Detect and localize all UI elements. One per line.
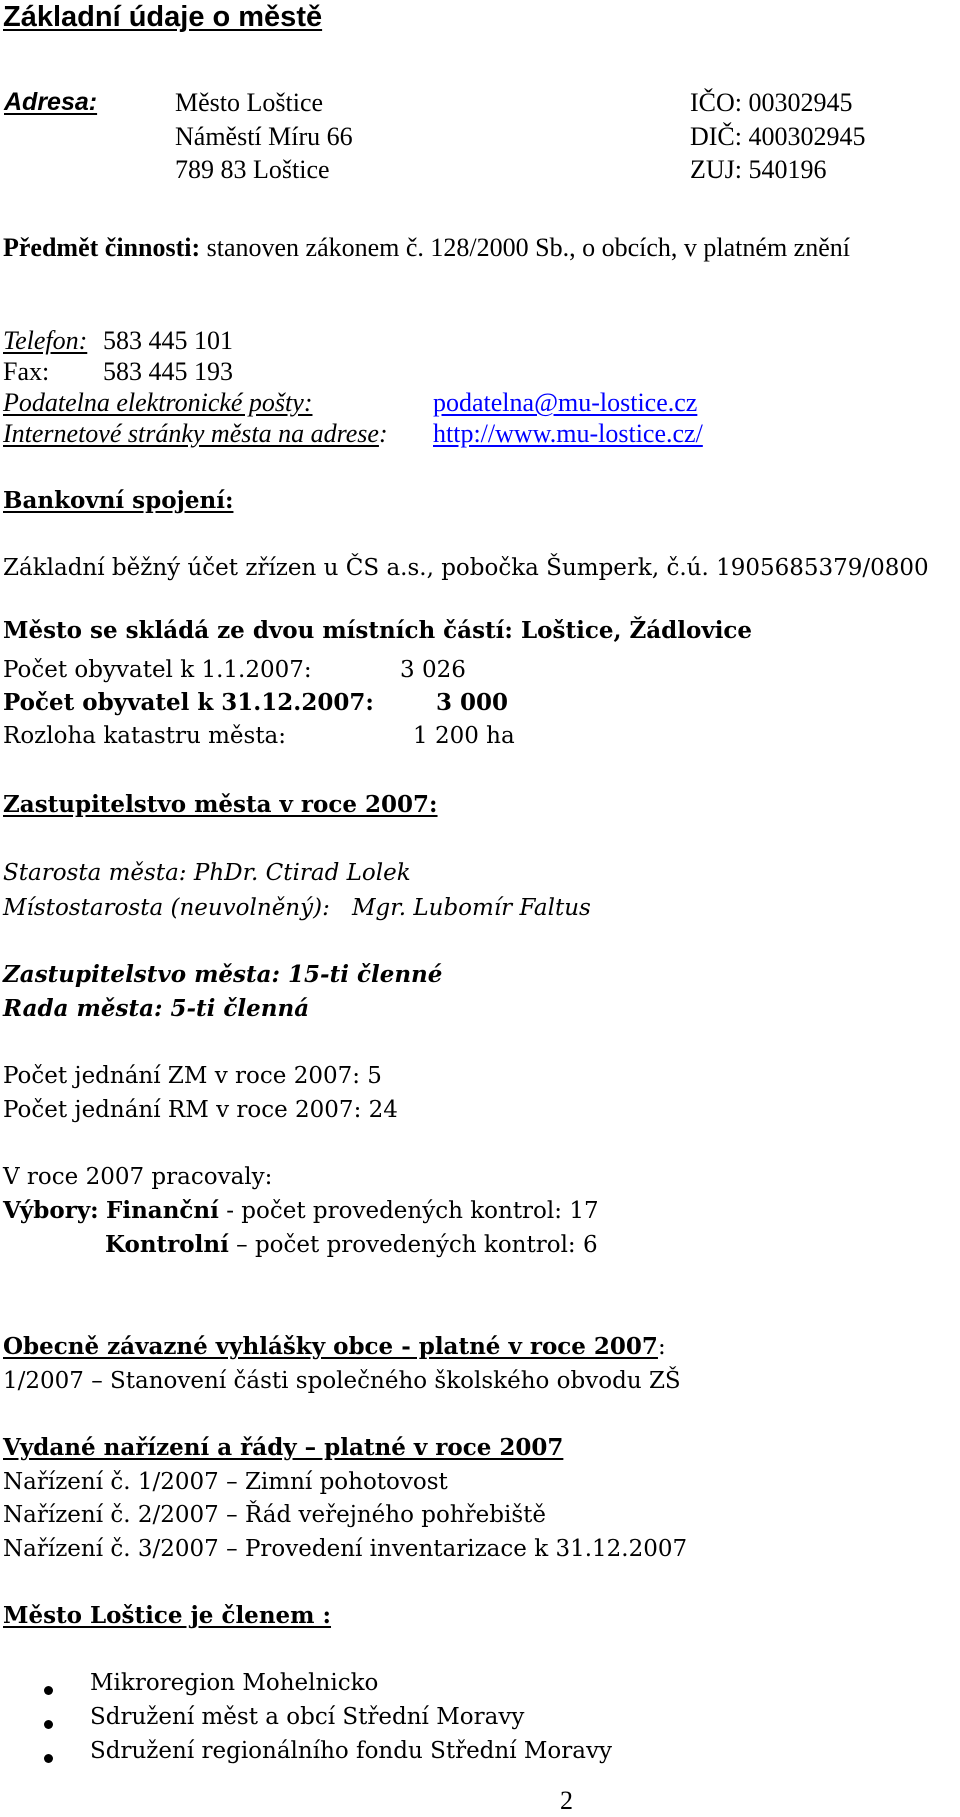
control-committee-name: Kontrolní [105,1231,229,1258]
bullet-icon [44,1720,53,1729]
financial-committee-name: Finanční [106,1197,219,1224]
address-line-2: Náměstí Míru 66 [175,122,353,151]
order-item-3: Nařízení č. 3/2007 – Provedení inventarizace k 31.12.2007 [3,1536,688,1562]
ico-value: IČO: 00302945 [690,88,853,117]
page-number: 2 [560,1786,573,1815]
activity-label: Předmět činnosti: [3,233,201,262]
address-line-1: Město Loštice [175,88,324,117]
email-link[interactable]: podatelna@mu-lostice.cz [433,388,698,417]
bullet-icon [44,1754,53,1763]
membership-item-2: Sdružení měst a obcí Střední Moravy [90,1704,525,1730]
area-value: 1 200 ha [413,723,515,749]
fax-label: Fax: [3,357,50,386]
regulations-heading-line [3,1332,666,1362]
committees-label: Výbory: [3,1197,99,1224]
regulations-heading-colon: : [657,1334,666,1360]
population-start-label: Počet obyvatel k 1.1.2007: [3,657,312,683]
phone-value: 583 445 101 [103,326,233,355]
area-label: Rozloha katastru města: [3,723,287,749]
meetings-zm: Počet jednání ZM v roce 2007: 5 [3,1063,382,1089]
population-end-label: Počet obyvatel k 31.12.2007: [3,689,374,716]
bullet-icon [44,1686,53,1695]
page-title: Základní údaje o městě [3,1,323,33]
regulation-item: 1/2007 – Stanovení části společného školského obvodu ZŠ [3,1368,681,1394]
email-label: Podatelna elektronické pošty: [3,388,313,417]
committees-intro: V roce 2007 pracovaly: [3,1164,273,1190]
mayor-line: Starosta města: PhDr. Ctirad Lolek [3,860,411,886]
bank-heading: Bankovní spojení: [3,487,234,514]
population-end-value: 3 000 [436,689,509,716]
order-item-2: Nařízení č. 2/2007 – Řád veřejného pohřebiště [3,1502,546,1528]
meetings-rm: Počet jednání RM v roce 2007: 24 [3,1097,398,1123]
parts-label: Město se skládá ze dvou místních částí: [3,617,513,644]
membership-item-1: Mikroregion Mohelnicko [90,1670,379,1696]
dic-value: DIČ: 400302945 [690,122,866,151]
fax-value: 583 445 193 [103,357,233,386]
web-link[interactable]: http://www.mu-lostice.cz/ [433,419,703,448]
address-line-3: 789 83 Loštice [175,155,330,184]
address-label: Adresa: [4,88,98,116]
phone-label: Telefon: [3,326,88,355]
council-heading: Zastupitelstvo města v roce 2007: [3,791,438,818]
committee-control [105,1230,598,1260]
orders-heading: Vydané nařízení a řády – platné v roce 2007 [3,1434,564,1461]
deputy-name: Mgr. Lubomír Faltus [352,895,591,921]
control-committee-text: – počet provedených kontrol: 6 [228,1232,598,1258]
web-label: Internetové stránky města na adrese [3,419,379,448]
activity-text: stanoven zákonem č. 128/2000 Sb., o obcích, v platném znění [200,233,850,262]
membership-heading: Město Loštice je členem : [3,1602,332,1629]
bank-account: Základní běžný účet zřízen u ČS a.s., pobočka Šumperk, č.ú. 1905685379/0800 [3,555,929,581]
population-start-value: 3 026 [400,657,466,683]
web-label-line [3,419,388,449]
committee-financial [3,1196,599,1226]
regulations-heading: Obecně závazné vyhlášky obce - platné v roce 2007 [3,1333,658,1360]
council-size: Zastupitelstvo města: 15-ti členné [3,961,443,988]
order-item-1: Nařízení č. 1/2007 – Zimní pohotovost [3,1469,448,1495]
financial-committee-text: - počet provedených kontrol: 17 [218,1198,599,1224]
web-label-colon: : [378,419,388,448]
zuj-value: ZUJ: 540196 [690,155,827,184]
deputy-label: Místostarosta (neuvolněný): [3,895,330,921]
board-size: Rada města: 5-ti členná [3,995,310,1022]
activity-line [3,233,850,263]
membership-item-3: Sdružení regionálního fondu Střední Moravy [90,1738,612,1764]
parts-value: Loštice, Žádlovice [521,617,753,644]
